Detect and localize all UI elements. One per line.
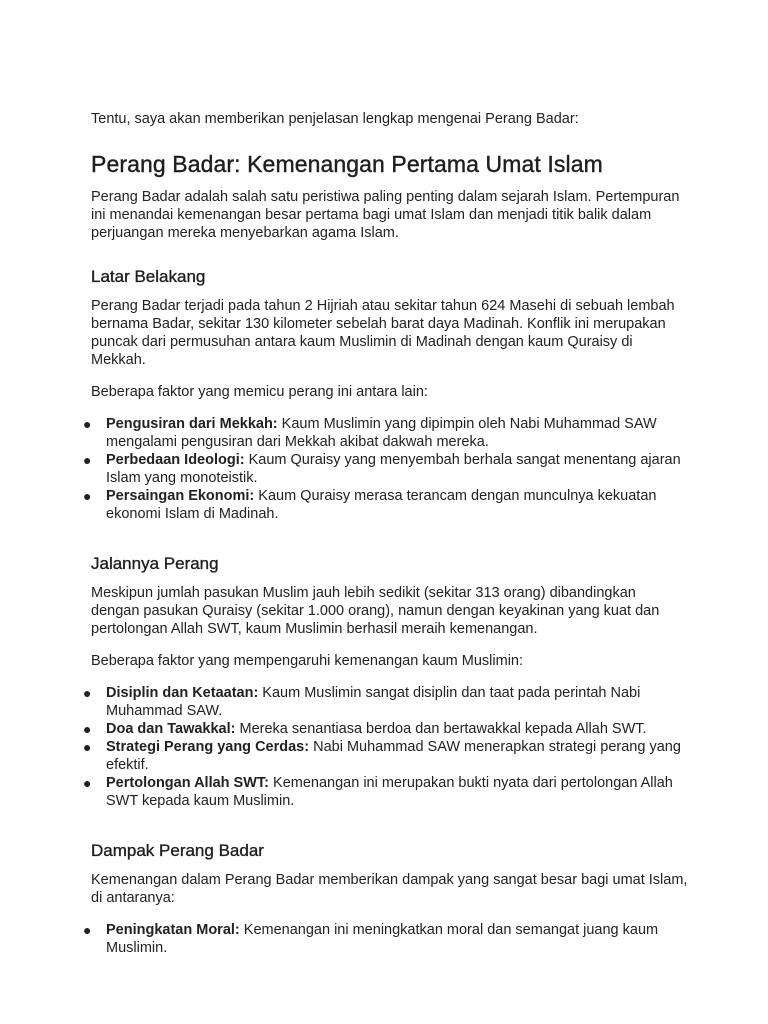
list-item [83, 720, 688, 738]
list-item-term: Perbedaan Ideologi: [106, 452, 245, 468]
latar-paragraph: Perang Badar terjadi pada tahun 2 Hijriah atau sekitar tahun 624 Masehi di sebuah lembah bernama Badar, sekitar 130 kilometer sebelah barat daya Madinah. Konflik ini merupakan puncak dari permusuhan antara kaum Muslimin di Madinah dengan kaum Quraisy di Mekkah. [91, 298, 675, 368]
section-heading-jalannya: Jalannya Perang [91, 554, 219, 573]
bullet-icon: ● [83, 922, 92, 938]
list-item [83, 415, 688, 451]
list-item-text: Kemenangan ini meningkatkan moral dan semangat juang kaum Muslimin. [106, 922, 659, 956]
list-item-text: Nabi Muhammad SAW menerapkan strategi perang yang efektif. [106, 739, 681, 773]
list-item [83, 487, 688, 523]
jalannya-paragraph: Meskipun jumlah pasukan Muslim jauh lebih sedikit (sekitar 313 orang) dibandingkan dengan pasukan Quraisy (sekitar 1.000 orang), namun dengan keyakinan yang kuat dan pertolongan Allah SWT, kaum Muslimin berhasil meraih kemenangan. [91, 585, 660, 637]
list-item-term: Persaingan Ekonomi: [106, 488, 255, 504]
list-item [83, 684, 688, 720]
latar-lead: Beberapa faktor yang memicu perang ini antara lain: [91, 384, 428, 400]
list-item-text: Kaum Quraisy merasa terancam dengan munculnya kekuatan ekonomi Islam di Madinah. [106, 488, 657, 522]
list-item-text: Mereka senantiasa berdoa dan bertawakkal kepada Allah SWT. [235, 721, 647, 737]
intro-text: Tentu, saya akan memberikan penjelasan lengkap mengenai Perang Badar: [91, 111, 579, 127]
list-item-term: Pengusiran dari Mekkah: [106, 416, 278, 432]
bullet-icon: ● [83, 452, 92, 468]
list-item-text: Kaum Muslimin sangat disiplin dan taat pada perintah Nabi Muhammad SAW. [106, 685, 641, 719]
jalannya-list [83, 684, 688, 810]
list-item-text: Kaum Quraisy yang menyembah berhala sangat menentang ajaran Islam yang monoteistik. [106, 452, 681, 486]
list-item-term: Strategi Perang yang Cerdas: [106, 739, 310, 755]
list-item-text: Kemenangan ini merupakan bukti nyata dari pertolongan Allah SWT kepada kaum Muslimin. [106, 775, 673, 809]
section-dampak [83, 840, 688, 957]
opening-paragraph: Perang Badar adalah salah satu peristiwa paling penting dalam sejarah Islam. Pertempuran ini menandai kemenangan besar pertama bagi umat Islam dan menjadi titik balik dalam perjuangan mereka menyebarkan agama Islam. [91, 189, 680, 241]
list-item-term: Peningkatan Moral: [106, 922, 240, 938]
list-item [83, 451, 688, 487]
list-item-text: Kaum Muslimin yang dipimpin oleh Nabi Muhammad SAW mengalami pengusiran dari Mekkah akibat dakwah mereka. [106, 416, 657, 450]
dampak-list [83, 921, 688, 957]
list-item-term: Pertolongan Allah SWT: [106, 775, 269, 791]
page-title: Perang Badar: Kemenangan Pertama Umat Islam [91, 151, 603, 177]
jalannya-lead: Beberapa faktor yang mempengaruhi kemenangan kaum Muslimin: [91, 653, 524, 669]
bullet-icon: ● [83, 775, 92, 791]
list-item [83, 774, 688, 810]
bullet-icon: ● [83, 416, 92, 432]
list-item-term: Doa dan Tawakkal: [106, 721, 236, 737]
section-jalannya-perang [83, 553, 688, 810]
list-item [83, 921, 688, 957]
section-heading-dampak: Dampak Perang Badar [91, 841, 264, 860]
section-heading-latar: Latar Belakang [91, 267, 206, 286]
bullet-icon: ● [83, 721, 92, 737]
section-latar-belakang [83, 266, 688, 523]
bullet-icon: ● [83, 685, 92, 701]
dampak-paragraph: Kemenangan dalam Perang Badar memberikan dampak yang sangat besar bagi umat Islam, di antaranya: [91, 872, 688, 906]
list-item [83, 738, 688, 774]
bullet-icon: ● [83, 488, 92, 504]
latar-list [83, 415, 688, 523]
bullet-icon: ● [83, 739, 92, 755]
list-item-term: Disiplin dan Ketaatan: [106, 685, 259, 701]
